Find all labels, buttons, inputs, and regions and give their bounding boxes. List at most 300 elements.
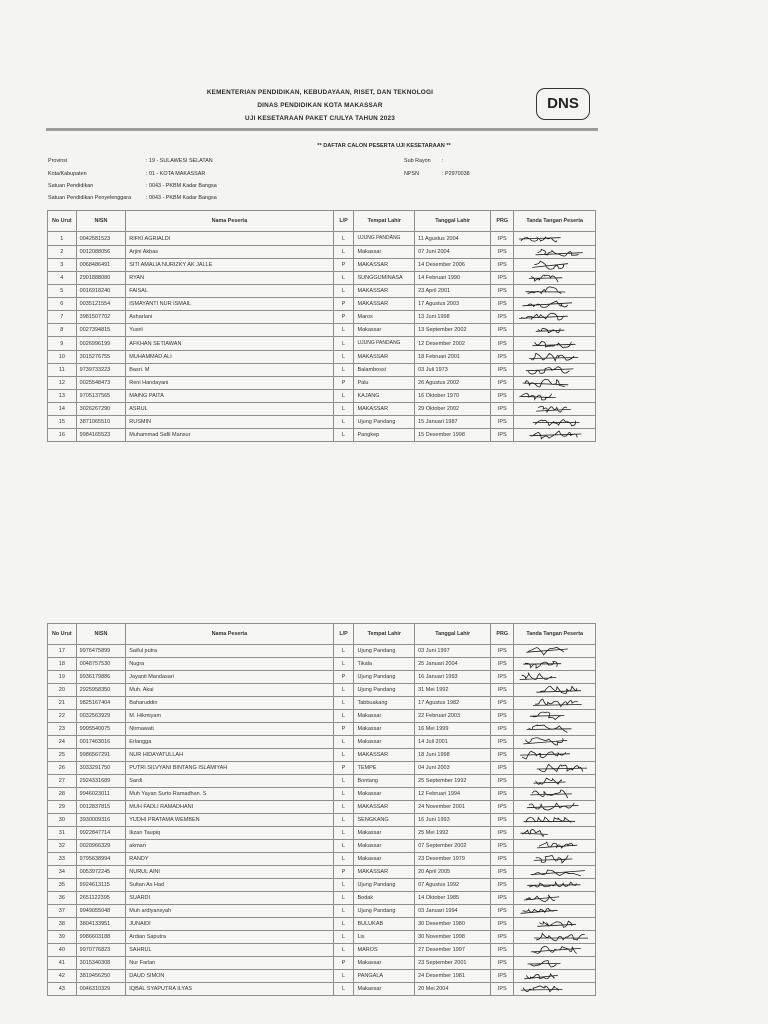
cell-nisn: 2924331689 <box>76 775 126 788</box>
signature-stroke <box>527 725 571 732</box>
cell-tanggal: 27 Desember 1997 <box>415 944 491 957</box>
cell-signature <box>514 736 596 749</box>
cell-tempat: Pangkep <box>354 429 415 442</box>
cell-tanggal: 15 Desember 1998 <box>415 429 491 442</box>
cell-signature <box>514 232 596 246</box>
cell-nama: MAING PAITA <box>126 390 333 403</box>
cell-prg: IPS <box>491 957 514 970</box>
cell-no: 15 <box>48 416 77 429</box>
cell-lp: L <box>333 285 354 298</box>
cell-lp: P <box>333 377 354 390</box>
cell-signature <box>514 416 596 429</box>
signature-icon <box>514 736 588 748</box>
cell-signature <box>514 983 596 996</box>
cell-tempat: Ujung Pandang <box>354 645 415 658</box>
cell-nisn: 3804133951 <box>76 918 126 931</box>
cell-no: 30 <box>48 814 77 827</box>
cell-tempat: Makassar <box>354 827 415 840</box>
cell-nama: Muh Yayan Surto Ramadhan. S <box>126 788 333 801</box>
table-row <box>48 905 596 918</box>
meta-label: Sub Rayon <box>404 158 431 164</box>
cell-prg: IPS <box>491 970 514 983</box>
signature-stroke <box>530 712 564 719</box>
cell-prg: IPS <box>491 351 514 364</box>
cell-tanggal: 29 Oktober 2002 <box>415 403 491 416</box>
cell-lp: L <box>333 814 354 827</box>
signature-stroke <box>535 933 589 940</box>
cell-lp: L <box>333 416 354 429</box>
cell-nama: MUHAMMAD ALI <box>126 351 333 364</box>
cell-no: 12 <box>48 377 77 390</box>
cell-lp: L <box>333 429 354 442</box>
signature-stroke <box>523 301 572 307</box>
cell-prg: IPS <box>491 866 514 879</box>
table-body <box>48 232 596 442</box>
cell-tanggal: 17 Agustus 1982 <box>415 697 491 710</box>
cell-nisn: 9705137565 <box>76 390 126 403</box>
cell-nisn: 9922847714 <box>76 827 126 840</box>
participant-table-top <box>47 210 596 442</box>
cell-lp: P <box>333 259 354 272</box>
cell-no: 21 <box>48 697 77 710</box>
cell-no: 27 <box>48 775 77 788</box>
cell-nama: Reni Handayani <box>126 377 333 390</box>
cell-nisn: 3819456250 <box>76 970 126 983</box>
cell-nama: Muh. Akai <box>126 684 333 697</box>
cell-nisn: 9986603188 <box>76 931 126 944</box>
cell-lp: L <box>333 801 354 814</box>
cell-nisn: 9984165523 <box>76 429 126 442</box>
cell-nisn: 0012837815 <box>76 801 126 814</box>
cell-nisn: 9739733223 <box>76 364 126 377</box>
cell-tempat: Bontang <box>354 775 415 788</box>
cell-lp: P <box>333 671 354 684</box>
cell-nisn: 0016918240 <box>76 285 126 298</box>
dns-logo: DNS <box>536 88 590 120</box>
cell-tempat: MAKASSAR <box>354 801 415 814</box>
signature-icon <box>514 723 588 735</box>
cell-no: 14 <box>48 403 77 416</box>
cell-prg: IPS <box>491 403 514 416</box>
cell-nisn: 9795638994 <box>76 853 126 866</box>
cell-nama: RUSMIN <box>126 416 333 429</box>
cell-nisn: 3026267290 <box>76 403 126 416</box>
col-header-nama: Nama Peserta <box>126 624 333 645</box>
cell-lp: P <box>333 957 354 970</box>
cell-tanggal: 13 September 2002 <box>415 324 491 337</box>
signature-icon <box>514 338 588 350</box>
cell-nisn: 0025548473 <box>76 377 126 390</box>
cell-nama: SUARDI <box>126 892 333 905</box>
cell-no: 29 <box>48 801 77 814</box>
cell-signature <box>514 892 596 905</box>
cell-signature <box>514 658 596 671</box>
cell-tanggal: 14 Februari 1990 <box>415 272 491 285</box>
meta-provinsi <box>48 158 348 166</box>
signature-icon <box>514 853 588 865</box>
cell-lp: L <box>333 749 354 762</box>
signature-icon <box>514 866 588 878</box>
signature-icon <box>514 272 588 284</box>
cell-signature <box>514 403 596 416</box>
cell-no: 42 <box>48 970 77 983</box>
cell-prg: IPS <box>491 645 514 658</box>
cell-lp: P <box>333 298 354 311</box>
cell-tempat: Balambossi <box>354 364 415 377</box>
cell-tempat: Makassar <box>354 736 415 749</box>
meta-value: : 0043 - PKBM Kadar Bangsa <box>146 183 217 189</box>
cell-tempat: Makassar <box>354 983 415 996</box>
table-row <box>48 788 596 801</box>
meta-value: : P2970038 <box>442 171 470 177</box>
col-header-ttd: Tanda Tangan Peserta <box>514 624 596 645</box>
cell-tempat: Makassar <box>354 710 415 723</box>
cell-nisn: 3015340308 <box>76 957 126 970</box>
cell-nisn: 9995540075 <box>76 723 126 736</box>
signature-icon <box>514 233 588 245</box>
cell-signature <box>514 853 596 866</box>
col-header-lp: L/P <box>333 211 354 232</box>
cell-lp: L <box>333 931 354 944</box>
cell-signature <box>514 285 596 298</box>
signature-stroke <box>520 394 556 400</box>
cell-signature <box>514 814 596 827</box>
table-row <box>48 246 596 259</box>
cell-signature <box>514 918 596 931</box>
table-row <box>48 390 596 403</box>
cell-lp: L <box>333 390 354 403</box>
meta-label: Satuan Pendidikan Penyelenggara <box>48 195 132 201</box>
col-header-nama: Nama Peserta <box>126 211 333 232</box>
cell-tempat: SUNGGUMINASA <box>354 272 415 285</box>
signature-stroke <box>530 431 581 439</box>
cell-no: 37 <box>48 905 77 918</box>
table-row <box>48 775 596 788</box>
cell-lp: P <box>333 762 354 775</box>
cell-nama: Basri. M <box>126 364 333 377</box>
table-row <box>48 416 596 429</box>
cell-tempat: Bodak <box>354 892 415 905</box>
cell-nisn: 9924613115 <box>76 879 126 892</box>
table-row <box>48 337 596 351</box>
cell-nama: Arjini Akbas <box>126 246 333 259</box>
cell-tanggal: 15 Januari 1987 <box>415 416 491 429</box>
cell-signature <box>514 259 596 272</box>
cell-prg: IPS <box>491 311 514 324</box>
signature-icon <box>514 879 588 891</box>
cell-tanggal: 12 Februari 1994 <box>415 788 491 801</box>
table-row <box>48 645 596 658</box>
cell-nama: NUR HIDAYATULLAH <box>126 749 333 762</box>
cell-tempat: Tabbuakang <box>354 697 415 710</box>
cell-nama: Sultan As Had <box>126 879 333 892</box>
signature-icon <box>514 840 588 852</box>
signature-stroke <box>536 249 583 256</box>
cell-nisn: 9936179886 <box>76 671 126 684</box>
cell-signature <box>514 337 596 351</box>
cell-tempat: Ujung Pandang <box>354 671 415 684</box>
cell-prg: IPS <box>491 879 514 892</box>
cell-nama: ASRUL <box>126 403 333 416</box>
table-row <box>48 364 596 377</box>
signature-stroke <box>527 647 568 655</box>
signature-icon <box>514 351 588 363</box>
cell-prg: IPS <box>491 390 514 403</box>
cell-no: 26 <box>48 762 77 775</box>
cell-lp: L <box>333 905 354 918</box>
cell-signature <box>514 390 596 403</box>
cell-tanggal: 18 Juni 1998 <box>415 749 491 762</box>
cell-no: 32 <box>48 840 77 853</box>
cell-no: 6 <box>48 298 77 311</box>
cell-nama: Erlangga <box>126 736 333 749</box>
cell-nama: Baharuddin <box>126 697 333 710</box>
cell-tanggal: 26 Agustus 2002 <box>415 377 491 390</box>
cell-no: 34 <box>48 866 77 879</box>
cell-nisn: 0035121554 <box>76 298 126 311</box>
meta-value: : <box>442 158 444 164</box>
cell-signature <box>514 944 596 957</box>
signature-stroke <box>527 367 574 374</box>
cell-nama: DAUD SIMON <box>126 970 333 983</box>
cell-nama: Muhammad Safil Mansur <box>126 429 333 442</box>
cell-signature <box>514 723 596 736</box>
table-row <box>48 403 596 416</box>
cell-nisn: 3033291750 <box>76 762 126 775</box>
cell-lp: L <box>333 944 354 957</box>
cell-lp: L <box>333 840 354 853</box>
cell-signature <box>514 749 596 762</box>
signature-stroke <box>519 236 560 241</box>
cell-nisn: 0068486491 <box>76 259 126 272</box>
cell-signature <box>514 710 596 723</box>
table-row <box>48 311 596 324</box>
cell-tanggal: 22 Februari 2003 <box>415 710 491 723</box>
signature-stroke <box>538 921 576 927</box>
table-row <box>48 866 596 879</box>
header-divider <box>46 128 598 131</box>
cell-prg: IPS <box>491 246 514 259</box>
cell-no: 13 <box>48 390 77 403</box>
signature-stroke <box>534 778 566 784</box>
cell-signature <box>514 957 596 970</box>
cell-prg: IPS <box>491 736 514 749</box>
cell-lp: L <box>333 853 354 866</box>
table-row <box>48 983 596 996</box>
cell-nama: Ardian Saputra <box>126 931 333 944</box>
signature-icon <box>514 390 588 402</box>
cell-tempat: Ujung Pandang <box>354 684 415 697</box>
signature-stroke <box>524 817 575 822</box>
cell-nisn: 9949055048 <box>76 905 126 918</box>
cell-lp: L <box>333 403 354 416</box>
signature-icon <box>514 364 588 376</box>
cell-no: 19 <box>48 671 77 684</box>
signature-icon <box>514 416 588 428</box>
signature-icon <box>514 645 588 657</box>
cell-no: 10 <box>48 351 77 364</box>
cell-tanggal: 31 Mei 1992 <box>415 684 491 697</box>
signature-icon <box>514 918 588 930</box>
cell-nama: IQBAL SYAPUTRA ILYAS <box>126 983 333 996</box>
cell-tempat: UJUNG PANDANG <box>354 232 415 246</box>
signature-icon <box>514 311 588 323</box>
cell-prg: IPS <box>491 684 514 697</box>
cell-no: 43 <box>48 983 77 996</box>
cell-tanggal: 17 Agustus 2003 <box>415 298 491 311</box>
signature-stroke <box>533 261 568 269</box>
cell-prg: IPS <box>491 259 514 272</box>
cell-no: 31 <box>48 827 77 840</box>
signature-icon <box>514 814 588 826</box>
cell-lp: P <box>333 311 354 324</box>
cell-no: 33 <box>48 853 77 866</box>
signature-icon <box>514 931 588 943</box>
signature-stroke <box>530 353 578 360</box>
signature-stroke <box>528 803 579 810</box>
cell-nisn: 9825167404 <box>76 697 126 710</box>
cell-prg: IPS <box>491 762 514 775</box>
cell-prg: IPS <box>491 298 514 311</box>
table-row <box>48 697 596 710</box>
cell-no: 18 <box>48 658 77 671</box>
table-row <box>48 684 596 697</box>
cell-prg: IPS <box>491 337 514 351</box>
cell-nama: YUDHI PRATAMA WEMBEN <box>126 814 333 827</box>
cell-prg: IPS <box>491 983 514 996</box>
cell-nisn: 3015276755 <box>76 351 126 364</box>
cell-tanggal: 14 Oktober 1985 <box>415 892 491 905</box>
cell-lp: L <box>333 337 354 351</box>
cell-prg: IPS <box>491 827 514 840</box>
cell-nisn: 0026996199 <box>76 337 126 351</box>
col-header-ttd: Tanda Tangan Peserta <box>514 211 596 232</box>
signature-icon <box>514 429 588 441</box>
cell-tanggal: 13 Juni 1998 <box>415 311 491 324</box>
cell-tanggal: 30 November 1998 <box>415 931 491 944</box>
cell-tempat: KAJANG <box>354 390 415 403</box>
cell-nisn: 0020966329 <box>76 840 126 853</box>
cell-nama: RANDY <box>126 853 333 866</box>
cell-nama: PUTRI SILVYANI BINTANG ISLAMIYAH <box>126 762 333 775</box>
cell-tanggal: 03 Januari 1994 <box>415 905 491 918</box>
cell-signature <box>514 827 596 840</box>
cell-lp: L <box>333 788 354 801</box>
cell-tanggal: 20 April 2005 <box>415 866 491 879</box>
table-body <box>48 645 596 996</box>
table-row <box>48 853 596 866</box>
meta-label: Satuan Pendidikan <box>48 183 94 189</box>
signature-icon <box>514 827 588 839</box>
cell-no: 8 <box>48 324 77 337</box>
cell-tanggal: 18 Februari 2001 <box>415 351 491 364</box>
cell-nama: Nugra <box>126 658 333 671</box>
cell-nama: ISMAYANTI NUR ISMAIL <box>126 298 333 311</box>
cell-tempat: BULUKAB <box>354 918 415 931</box>
cell-tempat: MAKASSAR <box>354 298 415 311</box>
signature-icon <box>514 377 588 389</box>
signature-stroke <box>533 341 575 347</box>
signature-stroke <box>521 751 570 759</box>
cell-tempat: UJUNG PANDANG <box>354 337 415 351</box>
cell-nisn: 3981507702 <box>76 311 126 324</box>
table-row <box>48 377 596 390</box>
cell-prg: IPS <box>491 905 514 918</box>
cell-tanggal: 16 Mei 1999 <box>415 723 491 736</box>
cell-nama: Sardi <box>126 775 333 788</box>
col-header-no: No Urut <box>48 624 77 645</box>
cell-tanggal: 30 Desember 1980 <box>415 918 491 931</box>
table-row <box>48 749 596 762</box>
cell-lp: P <box>333 723 354 736</box>
cell-lp: L <box>333 246 354 259</box>
cell-prg: IPS <box>491 814 514 827</box>
cell-tanggal: 23 April 2001 <box>415 285 491 298</box>
cell-signature <box>514 801 596 814</box>
cell-tanggal: 24 November 2001 <box>415 801 491 814</box>
cell-tempat: MAKASSAR <box>354 403 415 416</box>
cell-prg: IPS <box>491 416 514 429</box>
exam-title: UJI KESETARAAN PAKET C/ULYA TAHUN 2023 <box>245 115 395 122</box>
signature-stroke <box>526 287 565 294</box>
signature-icon <box>514 905 588 917</box>
table-header-row <box>48 624 596 645</box>
cell-nisn: 2925958350 <box>76 684 126 697</box>
cell-tempat: Makassar <box>354 324 415 337</box>
table-row <box>48 351 596 364</box>
cell-prg: IPS <box>491 324 514 337</box>
cell-nama: FAISAL <box>126 285 333 298</box>
cell-no: 23 <box>48 723 77 736</box>
cell-nisn: 3930009316 <box>76 814 126 827</box>
col-header-tanggal: Tanggal Lahir <box>415 211 491 232</box>
col-header-nisn: NISN <box>76 211 126 232</box>
table-row <box>48 892 596 905</box>
participant-table-bottom <box>47 623 596 996</box>
cell-signature <box>514 840 596 853</box>
cell-nama: SITI AMALIA NURIZKY AK JALLE <box>126 259 333 272</box>
cell-tempat: Makassar <box>354 246 415 259</box>
signature-stroke <box>521 830 548 837</box>
cell-no: 11 <box>48 364 77 377</box>
signature-icon <box>514 285 588 297</box>
cell-tanggal: 16 Juni 1993 <box>415 814 491 827</box>
col-header-tanggal: Tanggal Lahir <box>415 624 491 645</box>
cell-prg: IPS <box>491 232 514 246</box>
cell-lp: L <box>333 364 354 377</box>
table-row <box>48 840 596 853</box>
cell-signature <box>514 684 596 697</box>
cell-prg: IPS <box>491 377 514 390</box>
table-row <box>48 944 596 957</box>
table-row <box>48 723 596 736</box>
table-row <box>48 298 596 311</box>
cell-tanggal: 07 September 2002 <box>415 840 491 853</box>
cell-nama: SAHRUL <box>126 944 333 957</box>
cell-tempat: Tikala <box>354 658 415 671</box>
cell-no: 35 <box>48 879 77 892</box>
cell-nisn: 0032563929 <box>76 710 126 723</box>
meta-value: : 01 - KOTA MAKASSAR <box>146 171 206 177</box>
cell-nisn: 9976475899 <box>76 645 126 658</box>
col-header-tempat: Tempat Lahir <box>354 211 415 232</box>
meta-penyelenggara <box>48 195 348 203</box>
cell-tempat: Makassar <box>354 723 415 736</box>
cell-lp: L <box>333 892 354 905</box>
cell-prg: IPS <box>491 723 514 736</box>
cell-tempat: PANGALA <box>354 970 415 983</box>
meta-label: Kota/Kabupaten <box>48 171 87 177</box>
